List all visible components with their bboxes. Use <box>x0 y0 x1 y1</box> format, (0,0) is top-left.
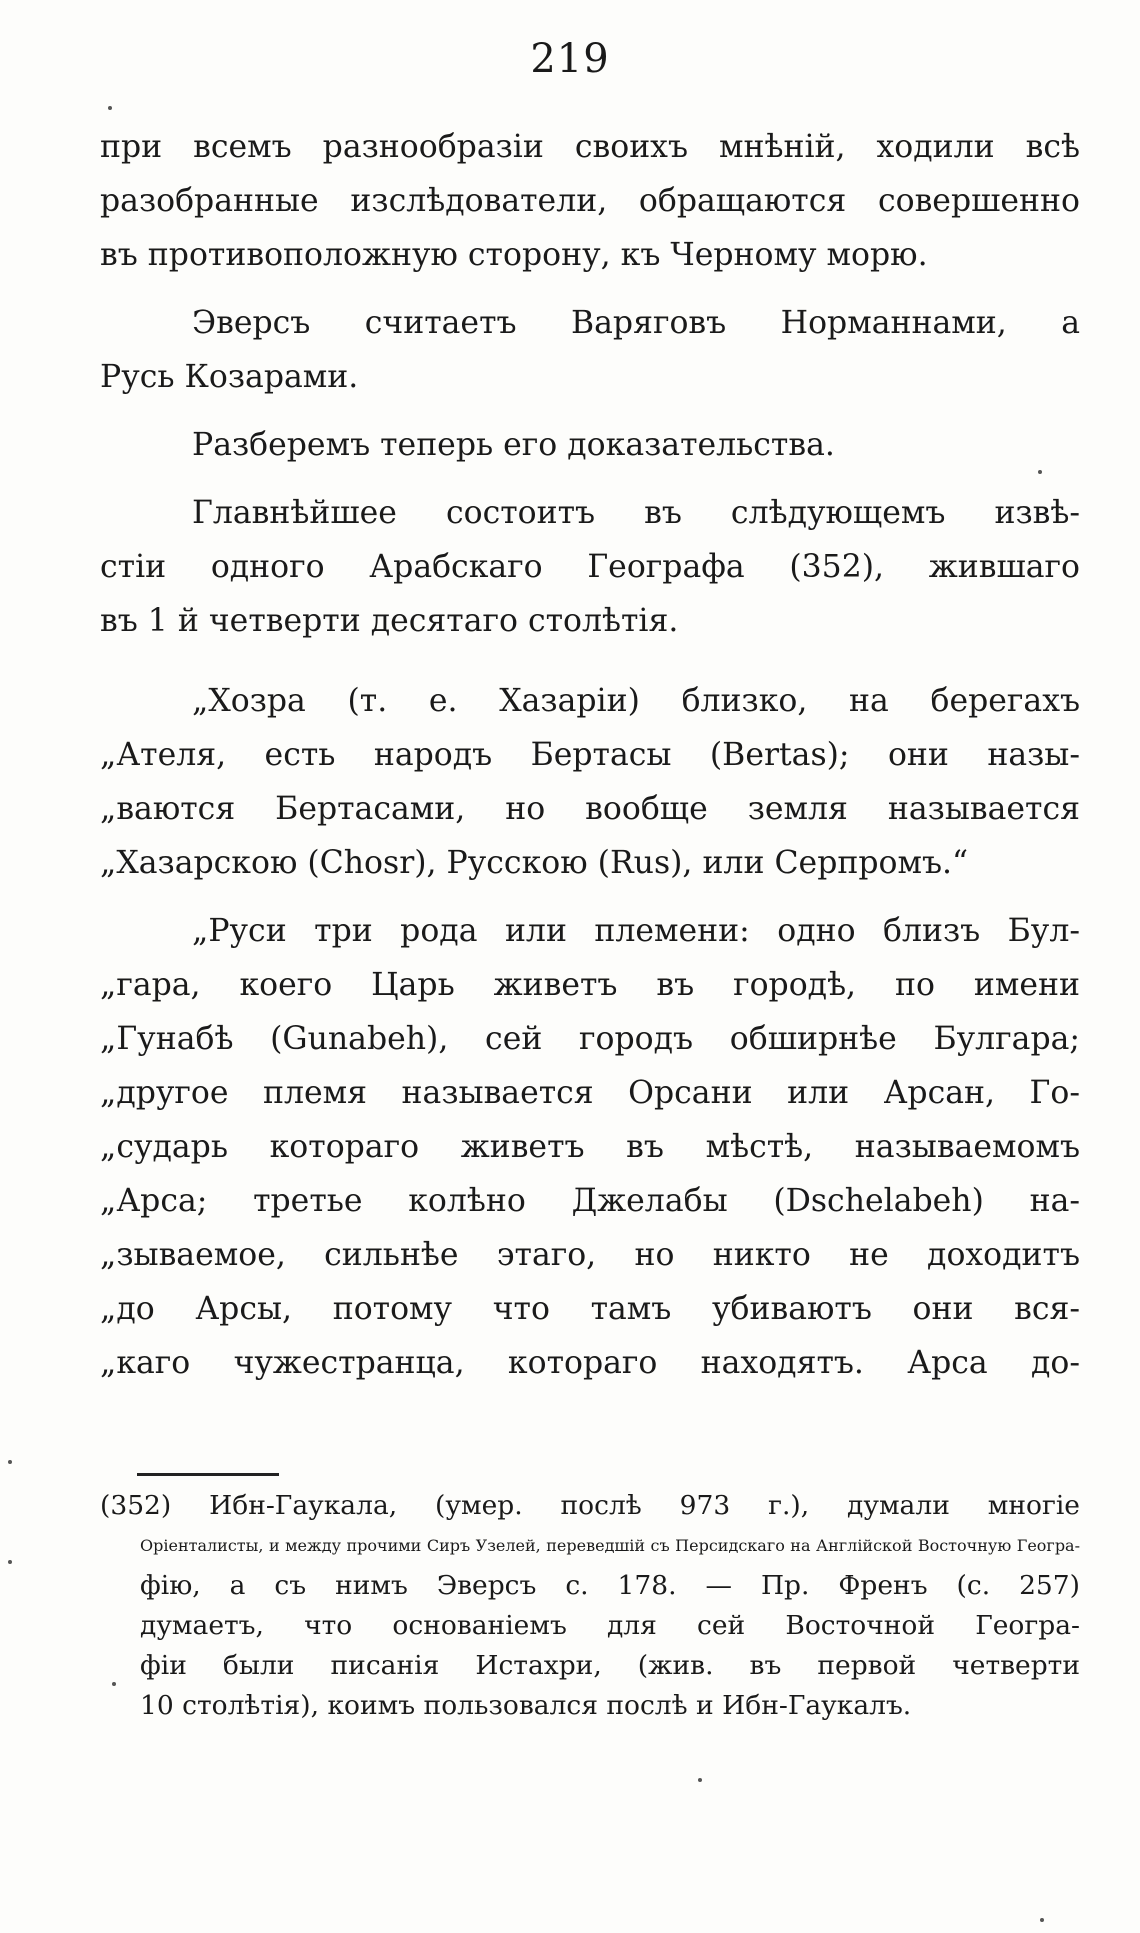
paragraph-2 <box>100 296 1080 404</box>
text-line: „сударь котораго живетъ въ мѣстѣ, называемомъ <box>100 1129 1080 1165</box>
text-line: въ 1 й четверти десятаго столѣтія. <box>100 603 679 639</box>
paragraph-1 <box>100 120 1080 282</box>
text-line: „каго чужестранца, котораго находятъ. Арса до- <box>100 1345 1080 1381</box>
page-number: 219 <box>530 36 610 82</box>
text-line: Эверсъ считаетъ Варяговъ Норманнами, а <box>192 305 1080 341</box>
text-line: „зываемое, сильнѣе этаго, но никто не доходитъ <box>100 1237 1080 1273</box>
text-line: „Ателя, есть народъ Бертасы (Bertas); они назы- <box>100 737 1080 773</box>
main-text <box>100 120 1080 1404</box>
footnote-line: фіи были писанія Истахри, (жив. въ первой четверти <box>140 1650 1080 1681</box>
paragraph-4 <box>100 486 1080 648</box>
footnote <box>100 1486 1080 1726</box>
text-line: „до Арсы, потому что тамъ убиваютъ они вся- <box>100 1291 1080 1327</box>
text-line: „гара, коего Царь живетъ въ городѣ, по имени <box>100 967 1080 1003</box>
paragraph-3 <box>100 418 1080 472</box>
footnote-line: думаетъ, что основаніемъ для сей Восточной Геогра- <box>140 1610 1080 1641</box>
footnote-line: фію, а съ нимъ Эверсъ с. 178. — Пр. Френъ (с. 257) <box>140 1570 1080 1601</box>
text-line: „Хазарскою (Chosr), Русскою (Rus), или Серпромъ.“ <box>100 845 969 881</box>
footnote-divider <box>137 1473 279 1476</box>
text-line: „Руси три рода или племени: одно близъ Бул- <box>192 913 1080 949</box>
footnote-line: 10 столѣтія), коимъ пользовался послѣ и Ибн-Гаукалъ. <box>140 1690 912 1721</box>
text-line: при всемъ разнообразіи своихъ мнѣній, ходили всѣ <box>100 129 1080 165</box>
print-speck <box>1040 1918 1044 1922</box>
text-line: Главнѣйшее состоитъ въ слѣдующемъ извѣ- <box>192 495 1080 531</box>
text-line: „другое племя называется Орсани или Арсан, Го- <box>100 1075 1080 1111</box>
text-line: въ противоположную сторону, къ Черному морю. <box>100 237 928 273</box>
text-line: „ваются Бертасами, но вообще земля называется <box>100 791 1080 827</box>
footnote-line: Оріенталисты, и между прочими Сиръ Узелей, переведшій съ Персидскаго на Англійской Восточную Геогра- <box>140 1536 1080 1555</box>
text-line: „Хозра (т. е. Хазаріи) близко, на берегахъ <box>192 683 1080 719</box>
text-line: „Арса; третье колѣно Джелабы (Dschelabeh) на- <box>100 1183 1080 1219</box>
print-speck <box>1038 470 1042 474</box>
text-line: Русь Козарами. <box>100 359 359 395</box>
print-speck <box>108 106 112 110</box>
text-line: Разберемъ теперь его доказательства. <box>192 427 835 463</box>
print-speck <box>698 1778 702 1782</box>
print-speck <box>112 1682 116 1686</box>
print-speck <box>8 1560 12 1564</box>
paragraph-quote-2 <box>100 904 1080 1390</box>
text-line: разобранные изслѣдователи, обращаются совершенно <box>100 183 1080 219</box>
text-line: „Гунабѣ (Gunabeh), сей городъ обширнѣе Булгара; <box>100 1021 1080 1057</box>
print-speck <box>8 1460 12 1464</box>
paragraph-quote-1 <box>100 674 1080 890</box>
footnote-line: (352) Ибн-Гаукала, (умер. послѣ 973 г.), думали многіе <box>100 1490 1080 1521</box>
text-line: стіи одного Арабскаго Географа (352), жившаго <box>100 549 1080 585</box>
